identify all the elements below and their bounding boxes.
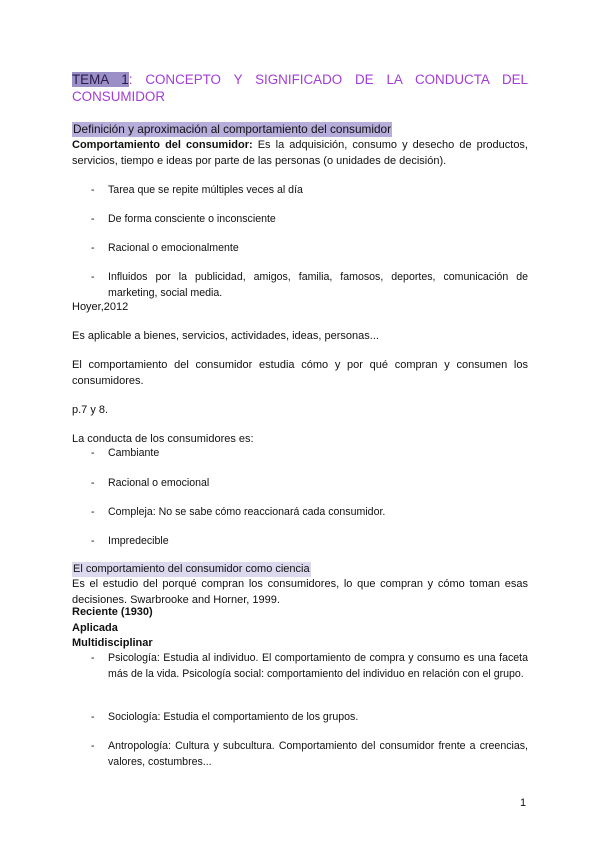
section2-heading: El comportamiento del consumidor como ciencia <box>73 563 310 575</box>
title-line2: CONSUMIDOR <box>72 89 165 104</box>
list-item: - Racional o emocionalmente <box>91 242 239 254</box>
list-item: - Racional o emocional <box>91 477 210 489</box>
list-item: - De forma consciente o inconsciente <box>91 213 276 225</box>
citation: Hoyer,2012 <box>72 301 129 313</box>
definition-paragraph <box>72 137 528 169</box>
bold-item: Reciente (1930) <box>72 606 153 618</box>
bold-item: Aplicada <box>72 622 118 634</box>
page-title <box>72 71 528 105</box>
list-item: - Antropología: Cultura y subcultura. Comportamiento del consumidor frente a creencias, valores, costumbres... <box>91 740 528 768</box>
title-line1: : CONCEPTO Y SIGNIFICADO DE LA CONDUCTA DEL <box>128 72 528 87</box>
list-item: - Influidos por la publicidad, amigos, familia, famosos, deportes, comunicación de marketing, social media. <box>91 271 528 299</box>
science-text: Es el estudio del porqué compran los consumidores, lo que compran y cómo toman esas decisiones. Swarbrooke and Horner, 1999. <box>72 578 528 606</box>
list-item: - Cambiante <box>91 447 160 459</box>
page-reference: p.7 y 8. <box>72 404 109 416</box>
list-item: - Psicología: Estudia al individuo. El comportamiento de compra y consumo es una faceta más de la vida. Psicología social: comportamiento del individuo en relación con el grupo. <box>91 652 528 680</box>
page-number: 1 <box>520 797 527 809</box>
section1-heading: Definición y aproximación al comportamiento del consumidor <box>73 122 392 136</box>
list-item: - Sociología: Estudia el comportamiento de los grupos. <box>91 711 359 723</box>
conduct-intro: La conducta de los consumidores es: <box>72 433 254 445</box>
studies-text: El comportamiento del consumidor estudia cómo y por qué compran y consumen los consumidores. <box>72 359 528 387</box>
bold-item: Multidisciplinar <box>72 637 153 649</box>
title-highlight: TEMA 1 <box>72 72 129 87</box>
definition-text: Es la adquisición, consumo y desecho de productos, servicios, tiempo e ideas por parte de las personas (o unidades de decisión). <box>72 139 528 167</box>
list-item: - Impredecible <box>91 535 169 547</box>
list-item: - Tarea que se repite múltiples veces al día <box>91 184 303 196</box>
definition-term: Comportamiento del consumidor: <box>72 139 253 151</box>
applicable-text: Es aplicable a bienes, servicios, actividades, ideas, personas... <box>72 330 379 342</box>
list-item: - Compleja: No se sabe cómo reaccionará cada consumidor. <box>91 506 386 518</box>
